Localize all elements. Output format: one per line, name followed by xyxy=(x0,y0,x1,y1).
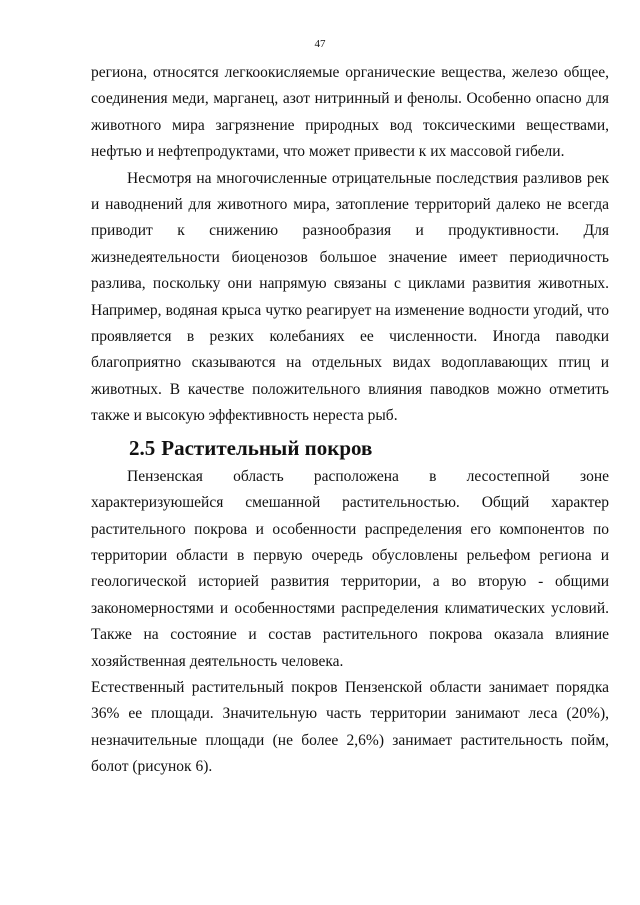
section-number: 2.5 xyxy=(129,435,156,460)
page-body xyxy=(91,60,609,781)
page-number: 47 xyxy=(314,38,326,50)
paragraph-floods: Несмотря на многочисленные отрицательные последствия разливов рек и наводнений для животного мира, затопление территорий далеко не всегда приводит к снижению разнообразия и продуктивности. Для жизнедеятельности биоценозов большое значение имеет периодичность разлива, поскольку они напрямую связаны с циклами развития животных. Например, водяная крыса чутко реагирует на изменение водности угодий, что проявляется в резких колебаниях ее численности. Иногда паводки благоприятно сказываются на отдельных видах водоплавающих птиц и животных. В качестве положительного влияния паводков можно отметить также и высокую эффективность нереста рыб. xyxy=(91,169,609,425)
paragraph-vegetation: Пензенская область расположена в лесостепной зоне характеризуюшейся смешанной растительностью. Общий характер растительного покрова и особенности распределения его компонентов по территории области в первую очередь обусловлены рельефом региона и геологической историей развития территории, а во вторую - общими закономерностями и особенностями распределения климатических условий. Также на состояние и состав растительного покрова оказала влияние хозяйственная деятельность человека. xyxy=(91,467,609,670)
paragraph-vegetation-share: Естественный растительный покров Пензенской области занимает порядка 36% ее площади. Значительную часть территории занимают леса (20%), незначительные площади (не более 2,6%) занимает растительность пойм, болот (рисунок 6). xyxy=(91,678,609,776)
section-heading xyxy=(129,434,609,462)
paragraph-continuation: региона, относятся легкоокисляемые органические вещества, железо общее, соединения меди, марганец, азот нитринный и фенолы. Особенно опасно для животного мира загрязнение природных вод токсическими веществами, нефтью и нефтепродуктами, что может привести к их массовой гибели. xyxy=(91,64,609,161)
section-title: Растительный покров xyxy=(161,435,373,460)
